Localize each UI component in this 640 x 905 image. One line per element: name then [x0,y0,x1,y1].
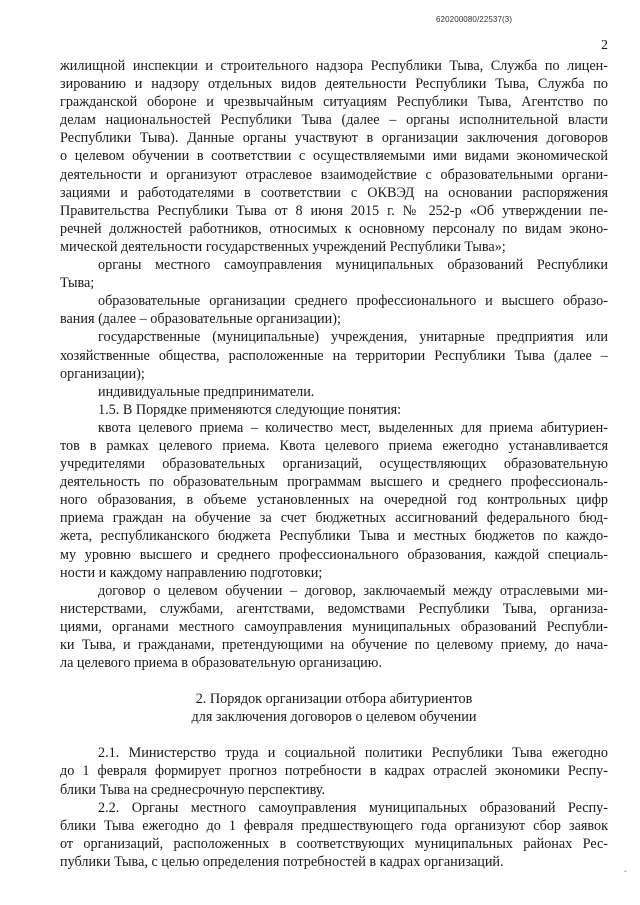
text-line: до 1 февраля формирует прогноз потребности в кадрах отраслей экономики Респу- [60,763,608,780]
text-line: организации); [60,365,145,382]
heading-line: для заключения договоров о целевом обучении [191,709,477,726]
text-line: вания (далее – образовательные организации); [60,311,341,328]
text-line: публики Тыва, с целью определения потребностей в кадрах организаций. [60,853,504,870]
paragraph-contract-definition [60,582,608,672]
heading-line: 2. Порядок организации отбора абитуриентов [195,691,473,708]
text-line: от организаций, расположенных в соответствующих муниципальных районах Рес- [60,835,608,852]
text-line: мической деятельности государственных учреждений Республики Тыва»; [60,238,506,255]
text-line: речней должностей работников, относимых к основному персоналу по видам эконо- [60,220,608,237]
page-number: 2 [601,38,608,53]
paragraph-quota-definition [60,419,608,582]
spacer [60,672,608,690]
paragraph-2-2 [60,799,608,871]
text-line: гражданской обороне и чрезвычайным ситуациям Республики Тыва, Агентство по [60,94,608,111]
text-line: деятельности и организуют отраслевое взаимодействие с образовательными органи- [60,166,608,183]
paragraph-2-1 [60,744,608,798]
text-line: жилищной инспекции и строительного надзора Республики Тыва, Служба по лицен- [60,58,608,74]
text-line: зациями и работодателями в соответствии с ОКВЭД на основании распоряжения [60,184,608,201]
paragraph-definitions-intro [60,401,608,419]
spacer [60,726,608,744]
text-line: Тыва; [60,275,95,292]
text-line: квота целевого приема – количество мест, выделенных для приема абитуриен- [98,419,608,436]
text-line: Республики Тыва). Данные органы участвуют в организации заключения договоров [60,130,608,147]
text-line: ности и каждому направлению подготовки; [60,564,323,581]
text-line: органы местного самоуправления муниципальных образований Республики [98,257,608,274]
document-id: 620200080/22537(3) [436,15,513,24]
text-line: циями, органами местного самоуправления муниципальных образований Республи- [60,618,608,635]
text-line: о целевом обучении в соответствии с осуществляемыми ими видами экономической [60,148,608,165]
text-line: ла целевого приема в образовательную организацию. [60,655,382,672]
scan-mark-icon: ˇ [624,869,627,879]
paragraph-local-government [60,256,608,292]
text-line: деятельность по образовательным программам высшего и среднего профессиональ- [60,474,608,491]
document-body [60,57,608,871]
text-line: государственные (муниципальные) учреждения, унитарные предприятия или [98,329,608,346]
section-heading [60,690,608,726]
text-line: договор о целевом обучении – договор, заключаемый между отраслевыми ми- [98,582,608,599]
text-line: 2.1. Министерство труда и социальной политики Республики Тыва ежегодно [98,745,608,762]
text-line: ного образования, в объеме установленных на очередной год контрольных цифр [60,492,608,509]
text-line: зированию и надзору отдельных видов деятельности Республики Тыва, Служба по [60,76,608,93]
text-line: учредителями образовательных организаций, осуществляющих образовательную [60,456,608,473]
text-line: ки Тыва, и гражданами, претендующими на обучение по целевому приему, до нача- [60,637,608,653]
text-line: 1.5. В Порядке применяются следующие понятия: [98,401,402,418]
paragraph-state-institutions [60,328,608,382]
paragraph-educational-organizations [60,292,608,328]
text-line: тов в рамках целевого приема. Квота целевого приема ежегодно устанавливается [60,437,608,454]
text-line: блики Тыва ежегодно до 1 февраля предшествующего года организуют сбор заявок [60,817,608,834]
text-line: блики Тыва на среднесрочную перспективу. [60,781,326,798]
text-line: образовательные организации среднего профессионального и высшего образо- [98,293,608,310]
text-line: нистерствами, службами, агентствами, ведомствами Республики Тыва, организа- [60,600,608,617]
text-line: приема граждан на обучение за счет бюджетных ассигнований федерального бюд- [60,510,608,527]
text-line: Правительства Республики Тыва от 8 июня 2015 г. № 252-р «Об утверждении пе- [60,202,608,219]
paragraph-executive-bodies [60,57,608,256]
text-line: хозяйственные общества, расположенные на территории Республики Тыва (далее – [60,347,608,364]
text-line: индивидуальные предприниматели. [98,383,315,400]
text-line: жета, республиканского бюджета Республики Тыва и местных бюджетов по каждо- [60,528,608,545]
text-line: 2.2. Органы местного самоуправления муниципальных образований Респу- [98,799,608,816]
text-line: му уровню высшего и среднего профессионального образования, каждой специаль- [60,546,608,563]
paragraph-entrepreneurs [60,383,608,401]
text-line: делам национальностей Республики Тыва (далее – органы исполнительной власти [60,112,608,129]
